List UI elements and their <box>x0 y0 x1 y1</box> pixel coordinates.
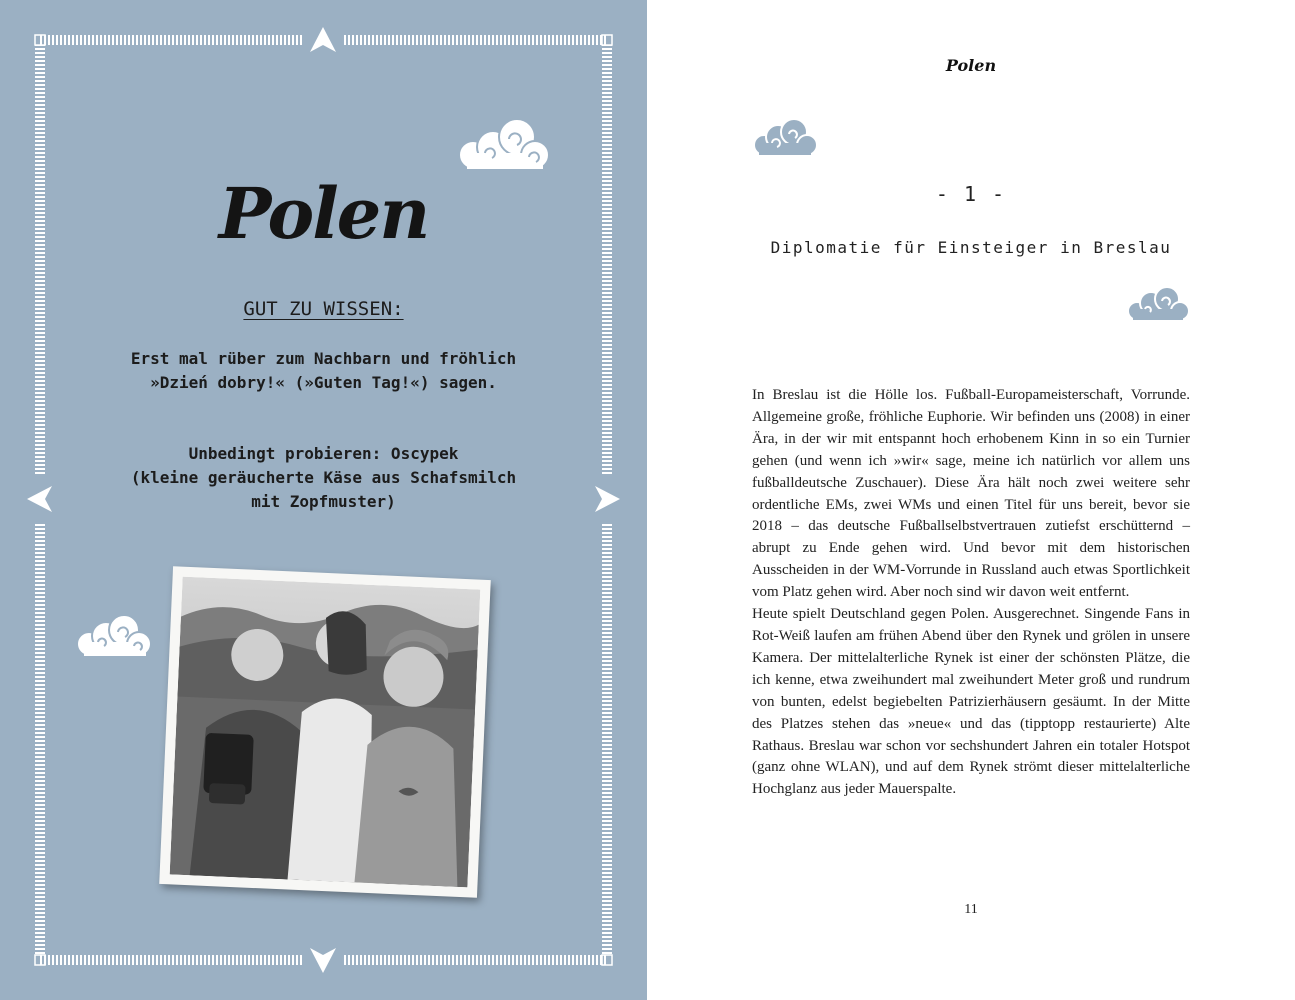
running-head: Polen <box>945 56 997 75</box>
cloud-icon <box>751 117 819 159</box>
right-page <box>647 0 1295 1000</box>
page-number: 11 <box>964 902 978 917</box>
cloud-icon <box>455 117 553 173</box>
page-title: Polen <box>218 172 429 255</box>
chapter-number: - 1 - <box>935 182 1007 206</box>
tip-greeting: Erst mal rüber zum Nachbarn und fröhlich »Dzień dobry!« (»Guten Tag!«) sagen. <box>130 349 517 392</box>
body-text <box>752 385 1190 801</box>
paragraph: In Breslau ist die Hölle los. Fußball-Europameisterschaft, Vorrunde. Allgemeine große, fröhliche Euphorie. Wir befinden uns (2008) in einer Ära, in der wir mit entspannt hoch erhobenem Kinn in so ein Turnier gehen (und wenn ich »wir« sage, meine ich natürlich vor allem uns fußballdeutsche Zuschauer). Diese Ära hält noch zwei weitere sehr ordentliche EMs, zwei WMs und einen Titel für uns bereit, bevor sie 2018 – das deutsche Fußballselbstvertrauen zutiefst erschütternd – abrupt zu Ende gehen wird. Und bevor mit dem historischen Ausscheiden in der WM-Vorrunde in Russland auch etwas Sportlichkeit vom Platz gehen wird. Aber noch sind wir davon weit entfernt. <box>752 387 1190 601</box>
good-to-know-heading: GUT ZU WISSEN: <box>243 298 404 320</box>
chapter-title: Diplomatie für Einsteiger in Breslau <box>770 238 1172 257</box>
polaroid-photo <box>159 566 491 898</box>
left-page <box>0 0 647 1000</box>
cloud-icon <box>74 612 154 660</box>
paragraph: Heute spielt Deutschland gegen Polen. Ausgerechnet. Singende Fans in Rot-Weiß laufen am frühen Abend über den Rynek und grölen in unsere Kamera. Der mittelalterliche Rynek ist einer der schönsten Plätze, die ich kenne, etwa zweihundert mal zweihundert Meter groß und rundrum von bunten, edelst begiebelten Patrizierhäusern gesäumt. In der Mitte des Platzes stehen das »neue« und das (tipptopp restaurierte) Alte Rathaus. Breslau war schon vor sechshundert Jahren ein totaler Hotspot (ganz ohne WLAN), und auf dem Rynek strömt dieser mittelalterliche Hochglanz aus jeder Mauerspalte. <box>752 606 1190 798</box>
cloud-icon <box>1125 285 1191 323</box>
photo-of-three-people <box>170 577 481 888</box>
tip-food: Unbedingt probieren: Oscypek (kleine geräucherte Käse aus Schafsmilch mit Zopfmuster) <box>130 444 517 511</box>
